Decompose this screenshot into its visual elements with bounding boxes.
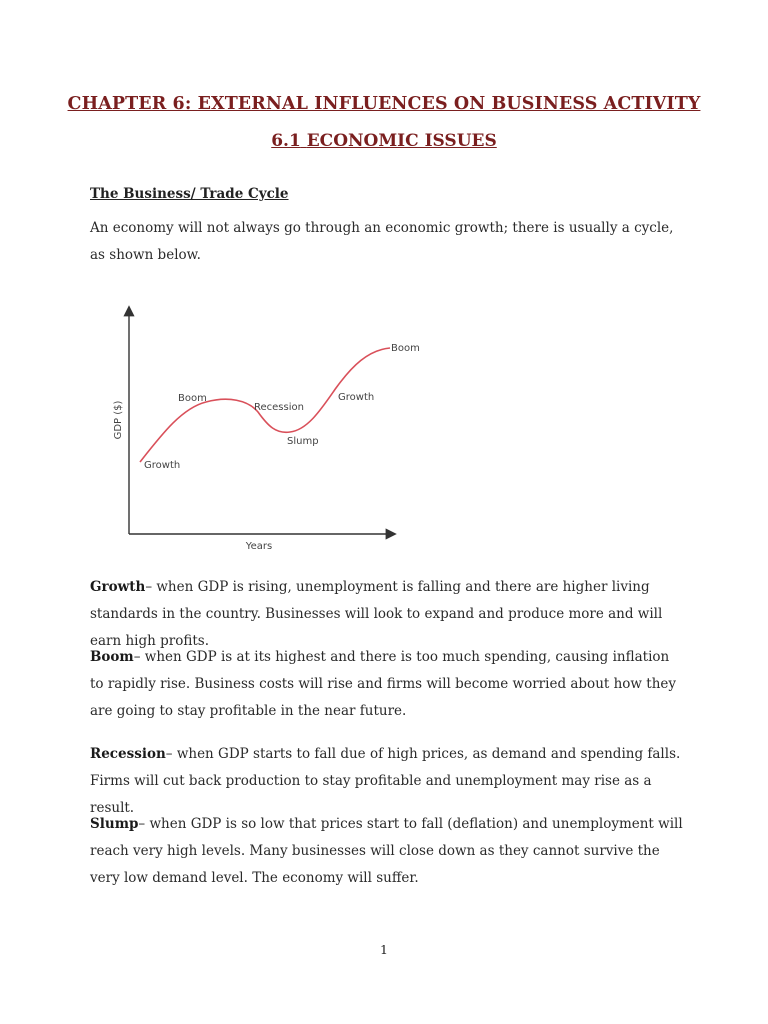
label-slump: Slump — [287, 436, 319, 447]
definition-term: Boom — [90, 649, 134, 665]
definition-term: Slump — [90, 816, 139, 832]
y-axis-label: GDP ($) — [113, 400, 124, 440]
label-growth-1: Growth — [144, 460, 181, 471]
definition-growth — [90, 574, 686, 655]
section-title-text: ECONOMIC ISSUES — [306, 131, 497, 151]
subsection-heading: The Business/ Trade Cycle — [90, 186, 289, 202]
label-boom-2: Boom — [391, 343, 420, 354]
intro-paragraph: An economy will not always go through an economic growth; there is usually a cycle, as shown below. — [90, 220, 674, 263]
definition-slump — [90, 811, 686, 892]
definition-text: – when GDP is so low that prices start to fall (deflation) and unemployment will reach very high levels. Many businesses will close down as they cannot survive the very low demand level. The economy will suffer. — [90, 816, 683, 886]
definition-text: – when GDP is rising, unemployment is falling and there are higher living standards in the country. Businesses will look to expand and produce more and will earn high profits. — [90, 579, 663, 649]
section-number: 6.1 — [271, 131, 301, 151]
chapter-title: CHAPTER 6: EXTERNAL INFLUENCES ON BUSINESS ACTIVITY — [67, 94, 701, 114]
label-growth-2: Growth — [338, 392, 375, 403]
page-number: 1 — [380, 942, 388, 957]
definition-text: – when GDP is at its highest and there is too much spending, causing inflation to rapidly rise. Business costs will rise and firms will become worried about how they are going to stay profitable in the near future. — [90, 649, 677, 719]
label-boom-1: Boom — [178, 393, 207, 404]
x-axis-label: Years — [245, 541, 273, 552]
section-title — [0, 131, 768, 151]
definition-boom — [90, 644, 686, 725]
definition-text: – when GDP starts to fall due of high prices, as demand and spending falls. Firms will cut back production to stay profitable and unemployment may rise as a result. — [90, 746, 681, 816]
definition-term: Recession — [90, 746, 166, 762]
definition-term: Growth — [90, 579, 146, 595]
definition-recession — [90, 741, 686, 822]
trade-cycle-diagram — [100, 296, 440, 558]
label-recession: Recession — [254, 402, 304, 413]
